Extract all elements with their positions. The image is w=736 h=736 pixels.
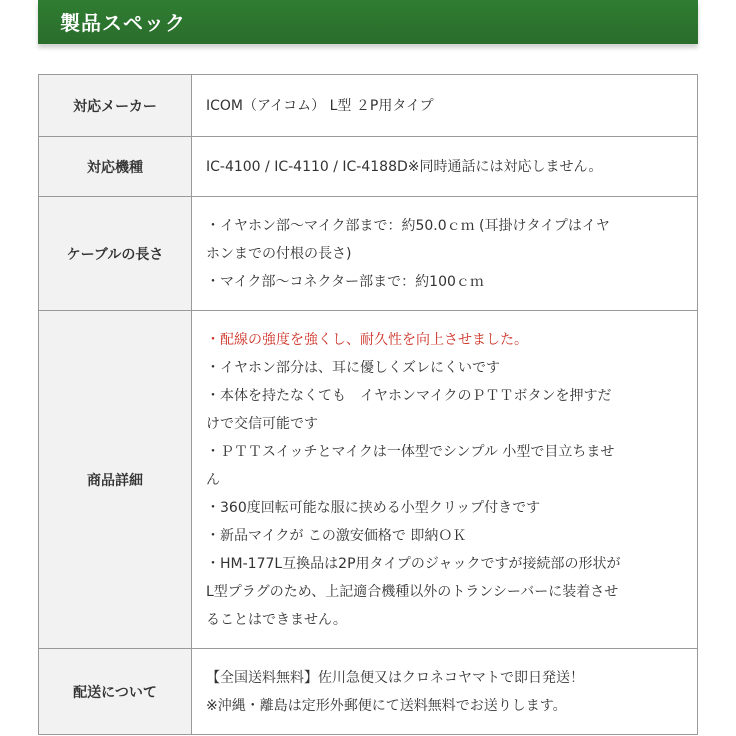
spec-line: ホンまでの付根の長さ) xyxy=(206,245,352,262)
section-title: 製品スペック xyxy=(60,11,186,35)
spec-value-cable-length xyxy=(192,197,698,311)
spec-line: ・イヤホン部分は、耳に優しくズレにくいです xyxy=(206,359,500,376)
spec-line: ICOM（アイコム） L型 ２P用タイプ xyxy=(206,97,434,114)
spec-row-details xyxy=(39,311,698,649)
spec-label-maker: 対応メーカー xyxy=(39,75,192,137)
spec-line: ・本体を持たなくても イヤホンマイクのＰＴＴボタンを押すだ xyxy=(206,387,612,404)
spec-label-cable-length: ケーブルの長さ xyxy=(39,197,192,311)
spec-line: ※沖縄・離島は定形外郵便にて送料無料でお送りします。 xyxy=(206,697,567,714)
spec-line: ・イヤホン部～マイク部まで：約50.0ｃｍ (耳掛けタイプはイヤ xyxy=(206,217,610,234)
spec-line-highlight: ・配線の強度を強くし、耐久性を向上させました。 xyxy=(206,331,528,348)
spec-line: ん xyxy=(206,471,220,488)
spec-line: ・新品マイクが この激安価格で 即納ＯＫ xyxy=(206,527,467,544)
spec-label-details: 商品詳細 xyxy=(39,311,192,649)
spec-value-shipping xyxy=(192,649,698,735)
spec-value-maker xyxy=(192,75,698,137)
spec-line: IC-4100 / IC-4110 / IC-4188D※同時通話には対応しません。 xyxy=(206,158,603,175)
spec-line: ・ＰＴＴスイッチとマイクは一体型でシンプル 小型で目立ちませ xyxy=(206,443,615,460)
spec-table xyxy=(38,74,698,735)
spec-label-models: 対応機種 xyxy=(39,137,192,197)
spec-line: 【全国送料無料】佐川急便又はクロネコヤマトで即日発送！ xyxy=(206,669,584,686)
spec-line: けで交信可能です xyxy=(206,415,318,432)
spec-line: ることはできません。 xyxy=(206,611,347,628)
spec-row-shipping xyxy=(39,649,698,735)
spec-line: ・HM-177L互換品は2P用タイプのジャックですが接続部の形状が xyxy=(206,555,621,572)
spec-value-models xyxy=(192,137,698,197)
spec-line: ・マイク部～コネクター部まで：約100ｃｍ xyxy=(206,273,484,290)
spec-value-details xyxy=(192,311,698,649)
spec-row-models xyxy=(39,137,698,197)
spec-line: ・360度回転可能な服に挟める小型クリップ付きです xyxy=(206,499,541,516)
spec-label-shipping: 配送について xyxy=(39,649,192,735)
spec-row-cable-length xyxy=(39,197,698,311)
spec-line: L型プラグのため、上記適合機種以外のトランシーバーに装着させ xyxy=(206,583,619,600)
spec-row-maker xyxy=(39,75,698,137)
section-header xyxy=(38,0,698,44)
